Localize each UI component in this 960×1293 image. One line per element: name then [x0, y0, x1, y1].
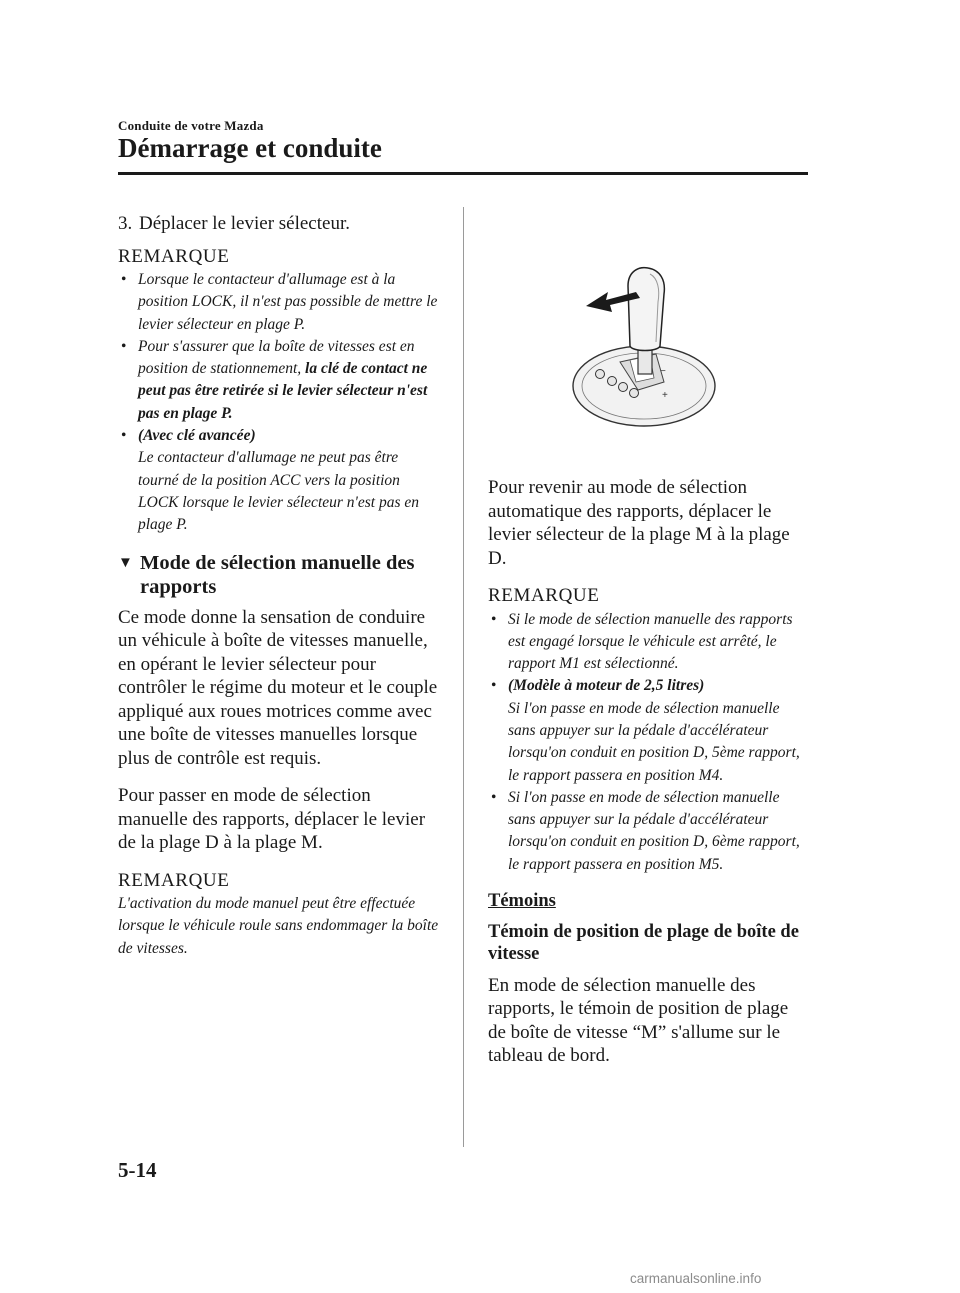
- section-heading-text: Mode de sélection manuelle des rapports: [140, 551, 415, 599]
- note-item: • Pour s'assurer que la boîte de vitesses est en position de stationnement, la clé de contact ne peut pas être retirée si le levier sélecteur n'est pas en plage P.: [118, 336, 440, 425]
- step-text: Déplacer le levier sélecteur.: [139, 213, 350, 234]
- note-text: L'activation du mode manuel peut être effectuée lorsque le véhicule roule sans endommager la boîte de vitesses.: [118, 895, 439, 957]
- note-list: [118, 269, 440, 537]
- note-bold-lead: (Avec clé avancée): [138, 427, 256, 445]
- note-bold-text: la clé de contact ne peut pas être retirée si le levier sélecteur n'est pas en plage P.: [138, 360, 428, 422]
- paragraph: Pour revenir au mode de sélection automatique des rapports, déplacer le levier sélecteur de la plage M à la plage D.: [488, 477, 790, 569]
- note-item: • Si l'on passe en mode de sélection manuelle sans appuyer sur la pédale d'accélérateur lorsqu'on conduit en position D, 6ème rapport, le rapport passera en position M5.: [488, 787, 810, 876]
- section-label: Conduite de votre Mazda: [118, 118, 264, 133]
- section-heading: [118, 551, 440, 600]
- paragraph: Pour passer en mode de sélection manuelle des rapports, déplacer le levier de la plage D à la plage M.: [118, 785, 426, 854]
- page-number: 5-14: [118, 1158, 157, 1182]
- paragraph: Ce mode donne la sensation de conduire un véhicule à boîte de vitesses manuelle, en opérant le levier sélecteur pour contrôler le régime du moteur et le couple appliqué aux roues motrices comme avec une boîte de vitesses manuelles lorsque plus de contrôle est requis.: [118, 606, 438, 769]
- triangle-down-icon: ▼: [118, 554, 133, 571]
- svg-text:−: −: [660, 366, 666, 377]
- note-item: • (Avec clé avancée) Le contacteur d'allumage ne peut pas être tourné de la position ACC vers la position LOCK lorsque le levier sélecteur n'est pas en plage P.: [118, 425, 440, 536]
- step-number: 3.: [118, 213, 133, 234]
- remarque-label: REMARQUE: [118, 245, 230, 267]
- shift-lever-illustration: [568, 262, 720, 430]
- note-list: [488, 609, 810, 877]
- header-divider: [118, 172, 808, 175]
- note-item: • Si le mode de sélection manuelle des rapports est engagé lorsque le véhicule est arrêté, le rapport M1 est sélectionné.: [488, 609, 810, 676]
- remarque-label: REMARQUE: [118, 869, 230, 891]
- note-bold-lead: (Modèle à moteur de 2,5 litres): [508, 677, 705, 695]
- note-item: • (Modèle à moteur de 2,5 litres) Si l'on passe en mode de sélection manuelle sans appuyer sur la pédale d'accélérateur lorsqu'on conduit en position D, 5ème rapport, le rapport passera en position M4.: [488, 675, 810, 786]
- watermark: carmanualsonline.info: [630, 1271, 762, 1286]
- right-column: [488, 476, 810, 1082]
- step-3: [118, 212, 440, 236]
- column-divider: [463, 207, 464, 1147]
- remarque-label: REMARQUE: [488, 585, 600, 606]
- sub-heading: Témoin de position de plage de boîte de vitesse: [488, 921, 799, 965]
- svg-text:+: +: [662, 390, 668, 401]
- paragraph: En mode de sélection manuelle des rapports, le témoin de position de plage de boîte de vitesse “M” s'allume sur le tableau de bord.: [488, 974, 789, 1067]
- note-item: • Lorsque le contacteur d'allumage est à la position LOCK, il n'est pas possible de mettre le levier sélecteur en plage P.: [118, 269, 440, 336]
- left-column: [118, 212, 440, 960]
- page-title: Démarrage et conduite: [118, 133, 382, 163]
- temoins-heading: Témoins: [488, 891, 556, 912]
